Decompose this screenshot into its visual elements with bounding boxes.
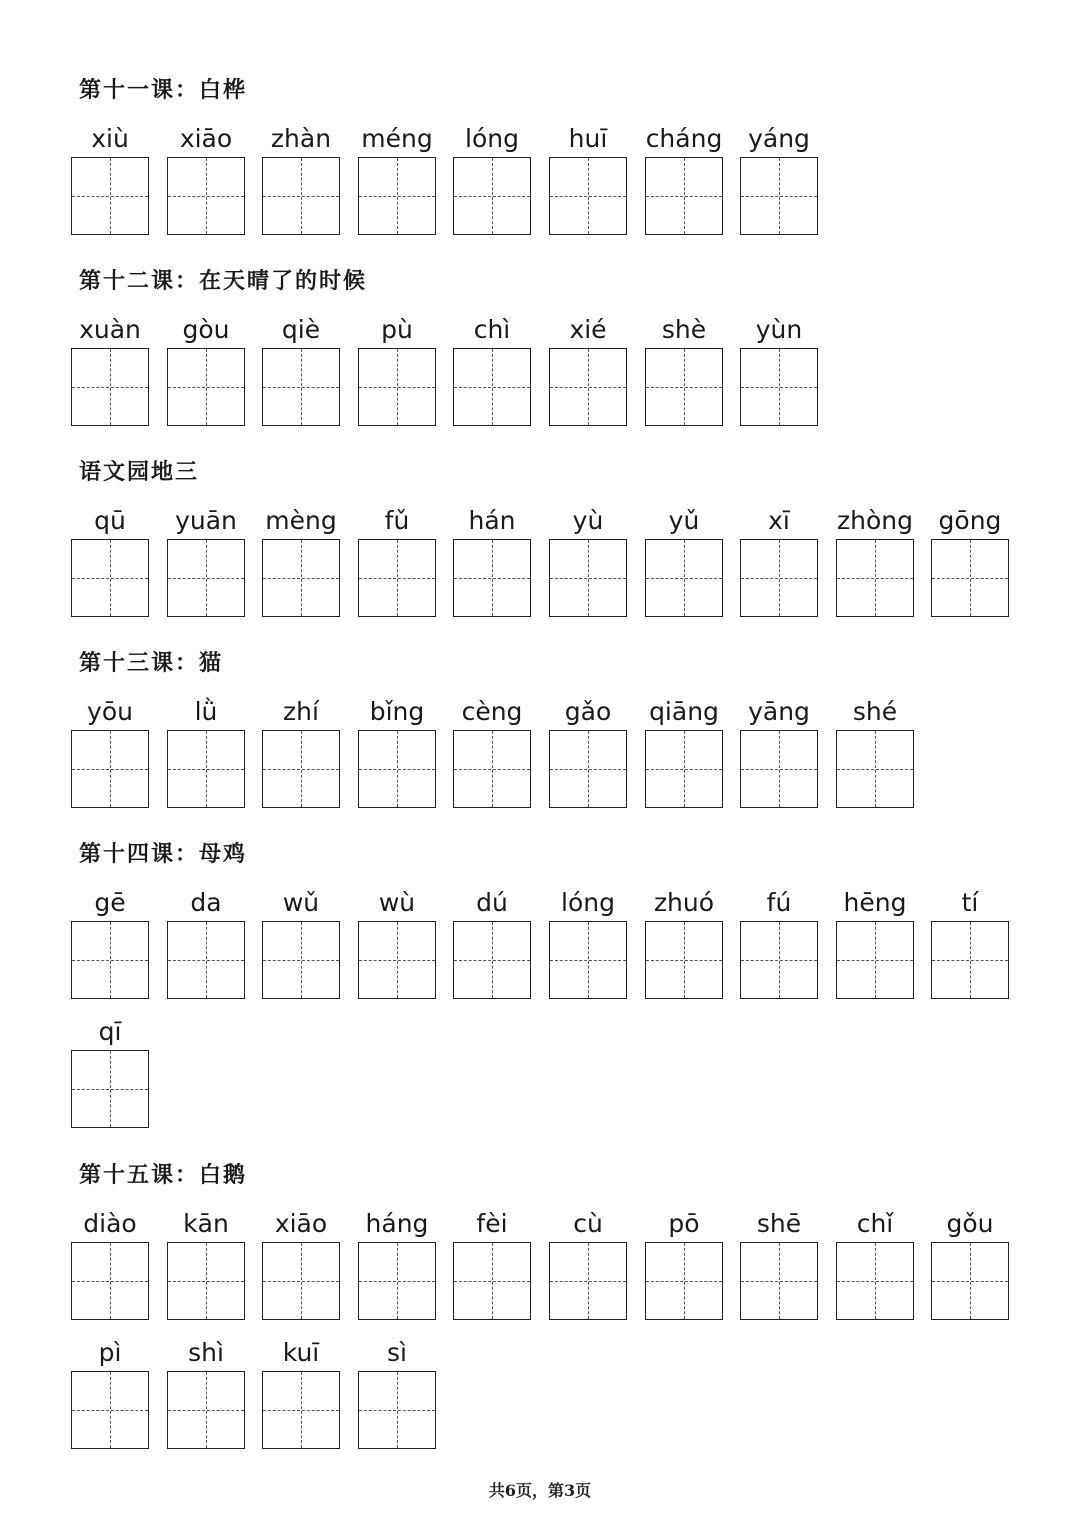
writing-cell xyxy=(836,885,914,921)
tianzige-box[interactable] xyxy=(836,539,914,617)
writing-cell xyxy=(358,1206,436,1242)
tianzige-box[interactable] xyxy=(453,921,531,999)
section-title: 第十三课：猫 xyxy=(79,650,224,676)
pinyin-label: da xyxy=(190,888,222,917)
writing-cell xyxy=(71,1335,149,1371)
pinyin-label: yù xyxy=(572,506,604,535)
pinyin-label: cháng xyxy=(645,124,723,153)
writing-cell xyxy=(262,1335,340,1371)
pinyin-label: dú xyxy=(476,888,508,917)
tianzige-box[interactable] xyxy=(262,1371,340,1449)
writing-cell xyxy=(358,885,436,921)
writing-cell xyxy=(931,885,1009,921)
writing-cell xyxy=(740,885,818,921)
writing-cell xyxy=(71,1014,149,1050)
pinyin-label: shè xyxy=(661,315,707,344)
pinyin-label: lóng xyxy=(561,888,615,917)
pinyin-label: fèi xyxy=(476,1209,508,1238)
pinyin-label: gōng xyxy=(938,506,1002,535)
writing-cell xyxy=(167,885,245,921)
tianzige-box[interactable] xyxy=(71,1242,149,1320)
pinyin-label: gǒu xyxy=(946,1209,994,1238)
pinyin-label: fǔ xyxy=(384,506,410,535)
tianzige-box[interactable] xyxy=(836,730,914,808)
writing-cell xyxy=(740,312,818,348)
tianzige-box[interactable] xyxy=(358,921,436,999)
tianzige-box[interactable] xyxy=(358,539,436,617)
tianzige-box[interactable] xyxy=(262,921,340,999)
pinyin-label: pù xyxy=(381,315,413,344)
pinyin-label: gòu xyxy=(182,315,230,344)
tianzige-box[interactable] xyxy=(167,1371,245,1449)
writing-cell xyxy=(740,694,818,730)
pinyin-label: zhàn xyxy=(270,124,332,153)
tianzige-box[interactable] xyxy=(836,921,914,999)
writing-cell xyxy=(167,694,245,730)
writing-cell xyxy=(262,885,340,921)
pinyin-label: yuān xyxy=(175,506,237,535)
writing-cell xyxy=(167,1206,245,1242)
writing-cell xyxy=(262,1206,340,1242)
pinyin-label: shē xyxy=(756,1209,802,1238)
writing-cell xyxy=(262,312,340,348)
tianzige-box[interactable] xyxy=(358,730,436,808)
tianzige-box[interactable] xyxy=(167,1242,245,1320)
tianzige-box[interactable] xyxy=(262,1242,340,1320)
tianzige-box[interactable] xyxy=(167,157,245,235)
writing-cell xyxy=(71,312,149,348)
tianzige-box[interactable] xyxy=(645,921,723,999)
tianzige-box[interactable] xyxy=(71,1371,149,1449)
pinyin-label: qiāng xyxy=(649,697,719,726)
pinyin-label: háng xyxy=(365,1209,429,1238)
pinyin-label: kān xyxy=(183,1209,229,1238)
tianzige-box[interactable] xyxy=(645,1242,723,1320)
tianzige-box[interactable] xyxy=(167,921,245,999)
tianzige-box[interactable] xyxy=(549,730,627,808)
pinyin-label: huī xyxy=(568,124,608,153)
writing-cell xyxy=(167,503,245,539)
tianzige-box[interactable] xyxy=(931,921,1009,999)
pinyin-label: hēng xyxy=(843,888,907,917)
pinyin-label: fú xyxy=(766,888,792,917)
writing-cell xyxy=(71,694,149,730)
writing-cell xyxy=(453,503,531,539)
writing-cell xyxy=(262,694,340,730)
tianzige-box[interactable] xyxy=(931,539,1009,617)
section-title: 第十一课：白桦 xyxy=(79,77,248,103)
writing-cell xyxy=(836,503,914,539)
pinyin-label: tí xyxy=(961,888,979,917)
tianzige-box[interactable] xyxy=(71,921,149,999)
section-title: 语文园地三 xyxy=(79,459,200,485)
pinyin-label: hán xyxy=(468,506,516,535)
pinyin-label: cèng xyxy=(461,697,523,726)
pinyin-label: yǔ xyxy=(668,506,700,535)
tianzige-box[interactable] xyxy=(645,730,723,808)
writing-cell xyxy=(453,1206,531,1242)
tianzige-box[interactable] xyxy=(453,1242,531,1320)
tianzige-box[interactable] xyxy=(71,539,149,617)
tianzige-box[interactable] xyxy=(740,348,818,426)
tianzige-box[interactable] xyxy=(740,921,818,999)
writing-cell xyxy=(549,503,627,539)
tianzige-box[interactable] xyxy=(645,539,723,617)
writing-cell xyxy=(740,121,818,157)
pinyin-label: yāng xyxy=(748,697,810,726)
section-title: 第十五课：白鹅 xyxy=(79,1162,248,1188)
writing-cell xyxy=(740,1206,818,1242)
writing-cell xyxy=(167,312,245,348)
pinyin-label: qū xyxy=(94,506,126,535)
tianzige-box[interactable] xyxy=(262,157,340,235)
pinyin-label: pì xyxy=(98,1338,122,1367)
pinyin-label: zhuó xyxy=(653,888,715,917)
pinyin-label: pō xyxy=(668,1209,700,1238)
pinyin-label: bǐng xyxy=(369,697,425,726)
pinyin-label: lǜ xyxy=(194,697,218,726)
pinyin-label: gē xyxy=(94,888,126,917)
pinyin-label: méng xyxy=(361,124,433,153)
writing-cell xyxy=(836,1206,914,1242)
pinyin-label: kuī xyxy=(282,1338,320,1367)
tianzige-box[interactable] xyxy=(836,1242,914,1320)
tianzige-box[interactable] xyxy=(358,1371,436,1449)
tianzige-box[interactable] xyxy=(167,539,245,617)
tianzige-box[interactable] xyxy=(740,157,818,235)
tianzige-box[interactable] xyxy=(262,539,340,617)
writing-cell xyxy=(549,1206,627,1242)
writing-cell xyxy=(358,503,436,539)
pinyin-label: shé xyxy=(852,697,898,726)
pinyin-label: qī xyxy=(98,1017,122,1046)
section-title: 第十四课：母鸡 xyxy=(79,841,248,867)
tianzige-box[interactable] xyxy=(549,157,627,235)
writing-cell xyxy=(645,1206,723,1242)
pinyin-label: qiè xyxy=(281,315,321,344)
writing-cell xyxy=(549,121,627,157)
pinyin-label: xuàn xyxy=(79,315,141,344)
writing-cell xyxy=(453,312,531,348)
tianzige-box[interactable] xyxy=(262,730,340,808)
pinyin-label: yáng xyxy=(748,124,810,153)
pinyin-label: lóng xyxy=(465,124,519,153)
writing-cell xyxy=(453,694,531,730)
writing-cell xyxy=(931,503,1009,539)
pinyin-label: zhí xyxy=(283,697,319,726)
section-title: 第十二课：在天晴了的时候 xyxy=(79,268,368,294)
tianzige-box[interactable] xyxy=(453,348,531,426)
writing-cell xyxy=(167,121,245,157)
writing-cell xyxy=(549,885,627,921)
tianzige-box[interactable] xyxy=(740,539,818,617)
writing-cell xyxy=(71,885,149,921)
pinyin-label: chì xyxy=(473,315,511,344)
writing-cell xyxy=(645,312,723,348)
tianzige-box[interactable] xyxy=(453,157,531,235)
pinyin-label: wǔ xyxy=(282,888,320,917)
tianzige-box[interactable] xyxy=(740,1242,818,1320)
pinyin-label: xiāo xyxy=(274,1209,328,1238)
tianzige-box[interactable] xyxy=(71,157,149,235)
writing-cell xyxy=(262,503,340,539)
pinyin-label: wù xyxy=(378,888,416,917)
pinyin-label: gǎo xyxy=(564,697,612,726)
writing-cell xyxy=(262,121,340,157)
pinyin-label: shì xyxy=(188,1338,224,1367)
writing-cell xyxy=(645,121,723,157)
writing-cell xyxy=(71,1206,149,1242)
writing-cell xyxy=(358,1335,436,1371)
writing-cell xyxy=(358,694,436,730)
writing-cell xyxy=(358,312,436,348)
pinyin-label: cù xyxy=(573,1209,603,1238)
writing-cell xyxy=(167,1335,245,1371)
writing-cell xyxy=(931,1206,1009,1242)
tianzige-box[interactable] xyxy=(358,1242,436,1320)
tianzige-box[interactable] xyxy=(71,348,149,426)
pinyin-label: xié xyxy=(569,315,607,344)
pinyin-label: xiù xyxy=(91,124,129,153)
pinyin-label: yùn xyxy=(755,315,803,344)
pinyin-label: xiāo xyxy=(179,124,233,153)
writing-cell xyxy=(645,885,723,921)
writing-cell xyxy=(71,503,149,539)
tianzige-box[interactable] xyxy=(71,1050,149,1128)
tianzige-box[interactable] xyxy=(549,1242,627,1320)
tianzige-box[interactable] xyxy=(167,348,245,426)
tianzige-box[interactable] xyxy=(645,348,723,426)
writing-cell xyxy=(645,694,723,730)
tianzige-box[interactable] xyxy=(549,348,627,426)
tianzige-box[interactable] xyxy=(167,730,245,808)
tianzige-box[interactable] xyxy=(931,1242,1009,1320)
writing-cell xyxy=(453,885,531,921)
writing-cell xyxy=(645,503,723,539)
tianzige-box[interactable] xyxy=(549,539,627,617)
tianzige-box[interactable] xyxy=(358,157,436,235)
writing-cell xyxy=(549,312,627,348)
writing-cell xyxy=(453,121,531,157)
writing-cell xyxy=(71,121,149,157)
pinyin-label: yōu xyxy=(87,697,133,726)
tianzige-box[interactable] xyxy=(358,348,436,426)
writing-cell xyxy=(740,503,818,539)
tianzige-box[interactable] xyxy=(453,539,531,617)
pinyin-label: diào xyxy=(83,1209,137,1238)
tianzige-box[interactable] xyxy=(549,921,627,999)
pinyin-label: mèng xyxy=(265,506,337,535)
pinyin-label: chǐ xyxy=(856,1209,894,1238)
pinyin-label: zhòng xyxy=(837,506,913,535)
tianzige-box[interactable] xyxy=(453,730,531,808)
tianzige-box[interactable] xyxy=(645,157,723,235)
writing-cell xyxy=(358,121,436,157)
tianzige-box[interactable] xyxy=(740,730,818,808)
pinyin-label: xī xyxy=(768,506,790,535)
tianzige-box[interactable] xyxy=(71,730,149,808)
writing-cell xyxy=(549,694,627,730)
pinyin-label: sì xyxy=(387,1338,407,1367)
writing-cell xyxy=(836,694,914,730)
tianzige-box[interactable] xyxy=(262,348,340,426)
page-footer: 共6页，第3页 xyxy=(488,1481,592,1500)
